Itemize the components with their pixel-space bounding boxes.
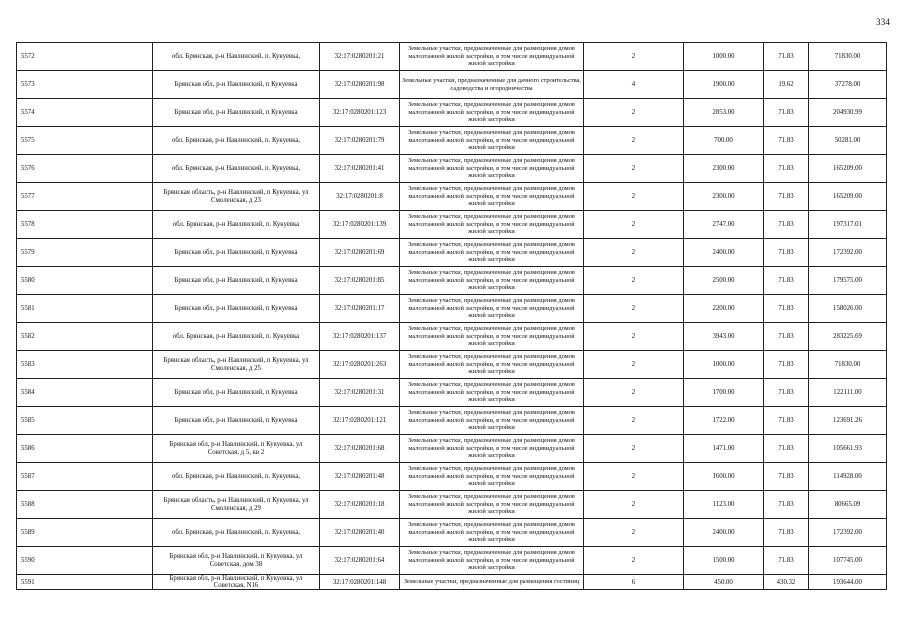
use-group-cell: 6 xyxy=(584,575,684,590)
area-cell: 1900.00 xyxy=(684,71,764,99)
specific-value-cell: 71.83 xyxy=(764,519,809,547)
specific-value-cell: 430.32 xyxy=(764,575,809,590)
table-row xyxy=(17,379,887,407)
table-row xyxy=(17,239,887,267)
address-cell: Брянская обл, р-н Навлинский, п Кукуевка xyxy=(153,99,320,127)
row-number: 5579 xyxy=(17,239,153,267)
land-use-cell: Земельные участки, предназначенные для размещения домов малоэтажной жилой застройки, в том числе индивидуальной жилой застройки xyxy=(400,239,584,267)
area-cell: 1700.00 xyxy=(684,379,764,407)
land-use-cell: Земельные участки, предназначенные для размещения домов малоэтажной жилой застройки, в том числе индивидуальной жилой застройки xyxy=(400,463,584,491)
table-row xyxy=(17,43,887,71)
land-use-cell: Земельные участки, предназначенные для размещения домов малоэтажной жилой застройки, в том числе индивидуальной жилой застройки xyxy=(400,183,584,211)
area-cell: 1600.00 xyxy=(684,463,764,491)
cadastral-value-cell: 80665.09 xyxy=(809,491,887,519)
area-cell: 2300.00 xyxy=(684,183,764,211)
area-cell: 700.00 xyxy=(684,127,764,155)
cadastral-value-cell: 158026.00 xyxy=(809,295,887,323)
area-cell: 2400.00 xyxy=(684,239,764,267)
row-number: 5584 xyxy=(17,379,153,407)
table-row xyxy=(17,267,887,295)
cadastral-value-cell: 105661.93 xyxy=(809,435,887,463)
cadastral-number-cell: 32:17:0280201:69 xyxy=(320,239,400,267)
address-cell: обл. Брянская, р-н Навлинский, п. Кукуевка xyxy=(153,211,320,239)
cadastral-number-cell: 32:17:0280201:21 xyxy=(320,43,400,71)
cadastral-value-cell: 204930.99 xyxy=(809,99,887,127)
address-cell: обл. Брянская, р-н Навлинский, п. Кукуевка, xyxy=(153,463,320,491)
table-row xyxy=(17,491,887,519)
use-group-cell: 2 xyxy=(584,323,684,351)
specific-value-cell: 71.83 xyxy=(764,267,809,295)
land-use-cell: Земельные участки, предназначенные для размещения домов малоэтажной жилой застройки, в том числе индивидуальной жилой застройки xyxy=(400,155,584,183)
cadastral-value-cell: 172392.00 xyxy=(809,519,887,547)
cadastral-value-cell: 37278.00 xyxy=(809,71,887,99)
area-cell: 2747.00 xyxy=(684,211,764,239)
row-number: 5590 xyxy=(17,547,153,575)
row-number: 5574 xyxy=(17,99,153,127)
row-number: 5587 xyxy=(17,463,153,491)
row-number: 5578 xyxy=(17,211,153,239)
land-use-cell: Земельные участки, предназначенные для размещения домов малоэтажной жилой застройки, в том числе индивидуальной жилой застройки xyxy=(400,43,584,71)
cadastral-number-cell: 32:17:0280201:8 xyxy=(320,183,400,211)
land-use-cell: Земельные участки, предназначенные для размещения домов малоэтажной жилой застройки, в том числе индивидуальной жилой застройки xyxy=(400,491,584,519)
land-use-cell: Земельные участки, предназначенные для размещения домов малоэтажной жилой застройки, в том числе индивидуальной жилой застройки xyxy=(400,99,584,127)
cadastral-number-cell: 32:17:0280201:41 xyxy=(320,155,400,183)
table-row xyxy=(17,547,887,575)
table-row xyxy=(17,435,887,463)
land-use-cell: Земельные участки, предназначенные для размещения домов малоэтажной жилой застройки, в том числе индивидуальной жилой застройки xyxy=(400,295,584,323)
cadastral-value-cell: 197317.01 xyxy=(809,211,887,239)
specific-value-cell: 71.83 xyxy=(764,43,809,71)
cadastral-number-cell: 32:17:0280201:137 xyxy=(320,323,400,351)
row-number: 5586 xyxy=(17,435,153,463)
area-cell: 1722.00 xyxy=(684,407,764,435)
table-row xyxy=(17,463,887,491)
use-group-cell: 2 xyxy=(584,379,684,407)
address-cell: обл. Брянская, р-н Навлинский, п. Кукуевка, xyxy=(153,43,320,71)
cadastral-number-cell: 32:17:0280201:85 xyxy=(320,267,400,295)
land-use-cell: Земельные участки, предназначенные для дачного строительства, садоводства и огородничества xyxy=(400,71,584,99)
land-use-cell: Земельные участки, предназначенные для размещения домов малоэтажной жилой застройки, в том числе индивидуальной жилой застройки xyxy=(400,435,584,463)
row-number: 5583 xyxy=(17,351,153,379)
cadastral-number-cell: 32:17:0280201:98 xyxy=(320,71,400,99)
cadastral-value-cell: 283225.69 xyxy=(809,323,887,351)
address-cell: Брянская область, р-н Навлинский, п Кукуевка, ул Смоленская, д 29 xyxy=(153,491,320,519)
row-number: 5576 xyxy=(17,155,153,183)
cadastral-value-cell: 193644.00 xyxy=(809,575,887,590)
address-cell: Брянская область, р-н Навлинский, п Кукуевка, ул Смоленская, д 25 xyxy=(153,351,320,379)
area-cell: 1000.00 xyxy=(684,351,764,379)
specific-value-cell: 71.83 xyxy=(764,295,809,323)
use-group-cell: 2 xyxy=(584,155,684,183)
address-cell: Брянская обл, р-н Навлинский, п Кукуевка xyxy=(153,379,320,407)
table-row xyxy=(17,351,887,379)
area-cell: 1500.00 xyxy=(684,547,764,575)
use-group-cell: 2 xyxy=(584,267,684,295)
table-row xyxy=(17,127,887,155)
address-cell: Брянская обл, р-н Навлинский, п Кукуевка xyxy=(153,71,320,99)
specific-value-cell: 71.83 xyxy=(764,99,809,127)
use-group-cell: 4 xyxy=(584,71,684,99)
use-group-cell: 2 xyxy=(584,239,684,267)
address-cell: Брянская обл, р-н Навлинский, п Кукуевка xyxy=(153,239,320,267)
use-group-cell: 2 xyxy=(584,463,684,491)
land-use-cell: Земельные участки, предназначенные для размещения домов малоэтажной жилой застройки, в том числе индивидуальной жилой застройки xyxy=(400,547,584,575)
specific-value-cell: 71.83 xyxy=(764,407,809,435)
row-number: 5573 xyxy=(17,71,153,99)
specific-value-cell: 71.83 xyxy=(764,491,809,519)
cadastral-number-cell: 32:17:0280201:17 xyxy=(320,295,400,323)
cadastral-number-cell: 32:17:0280201:121 xyxy=(320,407,400,435)
specific-value-cell: 71.83 xyxy=(764,463,809,491)
address-cell: Брянская область, р-н Навлинский, п Кукуевка, ул Смоленская, д 23 xyxy=(153,183,320,211)
use-group-cell: 2 xyxy=(584,99,684,127)
cadastral-number-cell: 32:17:0280201:48 xyxy=(320,463,400,491)
use-group-cell: 2 xyxy=(584,183,684,211)
address-cell: Брянская обл, р-н Навлинский, п Кукуевка, ул Советская, N16 xyxy=(153,575,320,590)
address-cell: Брянская обл, р-н Навлинский, п Кукуевка xyxy=(153,267,320,295)
cadastral-value-cell: 122111.00 xyxy=(809,379,887,407)
area-cell: 1123.00 xyxy=(684,491,764,519)
row-number: 5589 xyxy=(17,519,153,547)
table-row xyxy=(17,407,887,435)
cadastral-value-cell: 179575.00 xyxy=(809,267,887,295)
cadastral-number-cell: 32:17:0280201:64 xyxy=(320,547,400,575)
address-cell: Брянская обл, р-н Навлинский, п Кукуевка, ул Советская, дом 38 xyxy=(153,547,320,575)
land-use-cell: Земельные участки, предназначенные для размещения домов малоэтажной жилой застройки, в том числе индивидуальной жилой застройки xyxy=(400,323,584,351)
cadastral-number-cell: 32:17:0280201:18 xyxy=(320,491,400,519)
specific-value-cell: 71.83 xyxy=(764,435,809,463)
address-cell: обл. Брянская, р-н Навлинский, п. Кукуевка, xyxy=(153,519,320,547)
cadastral-number-cell: 32:17:0280201:263 xyxy=(320,351,400,379)
table-row xyxy=(17,575,887,590)
table-body xyxy=(17,43,887,590)
table-row xyxy=(17,71,887,99)
address-cell: обл. Брянская, р-н Навлинский, п. Кукуевка, xyxy=(153,155,320,183)
use-group-cell: 2 xyxy=(584,519,684,547)
cadastral-number-cell: 32:17:0280201:68 xyxy=(320,435,400,463)
area-cell: 3943.00 xyxy=(684,323,764,351)
row-number: 5580 xyxy=(17,267,153,295)
row-number: 5582 xyxy=(17,323,153,351)
land-use-cell: Земельные участки, предназначенные для размещения домов малоэтажной жилой застройки, в том числе индивидуальной жилой застройки xyxy=(400,407,584,435)
page-number: 334 xyxy=(876,17,891,27)
area-cell: 2500.00 xyxy=(684,267,764,295)
address-cell: обл. Брянская, р-н Навлинский, п. Кукуевка xyxy=(153,323,320,351)
row-number: 5585 xyxy=(17,407,153,435)
land-use-cell: Земельные участки, предназначенные для размещения гостиниц xyxy=(400,575,584,590)
cadastral-value-cell: 107745.00 xyxy=(809,547,887,575)
cadastral-value-cell: 71830.00 xyxy=(809,351,887,379)
cadastral-value-cell: 172392.00 xyxy=(809,239,887,267)
cadastral-value-cell: 114928.00 xyxy=(809,463,887,491)
use-group-cell: 2 xyxy=(584,407,684,435)
land-use-cell: Земельные участки, предназначенные для размещения домов малоэтажной жилой застройки, в том числе индивидуальной жилой застройки xyxy=(400,267,584,295)
address-cell: обл. Брянская, р-н Навлинский, п. Кукуевка, xyxy=(153,127,320,155)
land-use-cell: Земельные участки, предназначенные для размещения домов малоэтажной жилой застройки, в том числе индивидуальной жилой застройки xyxy=(400,127,584,155)
cadastral-value-cell: 165209.00 xyxy=(809,155,887,183)
area-cell: 1471.00 xyxy=(684,435,764,463)
use-group-cell: 2 xyxy=(584,547,684,575)
use-group-cell: 2 xyxy=(584,127,684,155)
specific-value-cell: 71.83 xyxy=(764,211,809,239)
use-group-cell: 2 xyxy=(584,295,684,323)
area-cell: 2853.00 xyxy=(684,99,764,127)
address-cell: Брянская обл, р-н Навлинский, п Кукуевка xyxy=(153,295,320,323)
area-cell: 2200.00 xyxy=(684,295,764,323)
cadastral-value-cell: 71830.00 xyxy=(809,43,887,71)
table-row xyxy=(17,519,887,547)
address-cell: Брянская обл, р-н Навлинский, п Кукуевка, ул Советская, д 5, кв 2 xyxy=(153,435,320,463)
cadastral-number-cell: 32:17:0280201:139 xyxy=(320,211,400,239)
specific-value-cell: 71.83 xyxy=(764,239,809,267)
area-cell: 2300.00 xyxy=(684,155,764,183)
row-number: 5577 xyxy=(17,183,153,211)
row-number: 5572 xyxy=(17,43,153,71)
land-use-cell: Земельные участки, предназначенные для размещения домов малоэтажной жилой застройки, в том числе индивидуальной жилой застройки xyxy=(400,519,584,547)
cadastral-value-cell: 165209.00 xyxy=(809,183,887,211)
use-group-cell: 2 xyxy=(584,491,684,519)
address-cell: Брянская обл, р-н Навлинский, п Кукуевка xyxy=(153,407,320,435)
cadastral-value-cell: 123691.26 xyxy=(809,407,887,435)
cadastral-number-cell: 32:17:0280201:40 xyxy=(320,519,400,547)
area-cell: 2400.00 xyxy=(684,519,764,547)
specific-value-cell: 71.83 xyxy=(764,547,809,575)
specific-value-cell: 71.83 xyxy=(764,155,809,183)
use-group-cell: 2 xyxy=(584,351,684,379)
cadastral-value-cell: 50281.00 xyxy=(809,127,887,155)
specific-value-cell: 71.83 xyxy=(764,127,809,155)
specific-value-cell: 71.83 xyxy=(764,351,809,379)
specific-value-cell: 71.83 xyxy=(764,183,809,211)
land-use-cell: Земельные участки, предназначенные для размещения домов малоэтажной жилой застройки, в том числе индивидуальной жилой застройки xyxy=(400,379,584,407)
table-row xyxy=(17,323,887,351)
row-number: 5588 xyxy=(17,491,153,519)
use-group-cell: 2 xyxy=(584,211,684,239)
table-row xyxy=(17,155,887,183)
specific-value-cell: 71.83 xyxy=(764,323,809,351)
table-row xyxy=(17,295,887,323)
table-row xyxy=(17,183,887,211)
row-number: 5581 xyxy=(17,295,153,323)
cadastral-number-cell: 32:17:0280201:31 xyxy=(320,379,400,407)
cadastral-number-cell: 32:17:0280201:79 xyxy=(320,127,400,155)
cadastral-number-cell: 32:17:0280201:123 xyxy=(320,99,400,127)
row-number: 5575 xyxy=(17,127,153,155)
specific-value-cell: 71.83 xyxy=(764,379,809,407)
area-cell: 450.00 xyxy=(684,575,764,590)
use-group-cell: 2 xyxy=(584,435,684,463)
land-use-cell: Земельные участки, предназначенные для размещения домов малоэтажной жилой застройки, в том числе индивидуальной жилой застройки xyxy=(400,351,584,379)
use-group-cell: 2 xyxy=(584,43,684,71)
row-number: 5591 xyxy=(17,575,153,590)
cadastral-number-cell: 32:17:0280201:148 xyxy=(320,575,400,590)
cadastral-value-table xyxy=(16,42,887,590)
land-use-cell: Земельные участки, предназначенные для размещения домов малоэтажной жилой застройки, в том числе индивидуальной жилой застройки xyxy=(400,211,584,239)
table-row xyxy=(17,99,887,127)
area-cell: 1000.00 xyxy=(684,43,764,71)
table-row xyxy=(17,211,887,239)
specific-value-cell: 19.62 xyxy=(764,71,809,99)
